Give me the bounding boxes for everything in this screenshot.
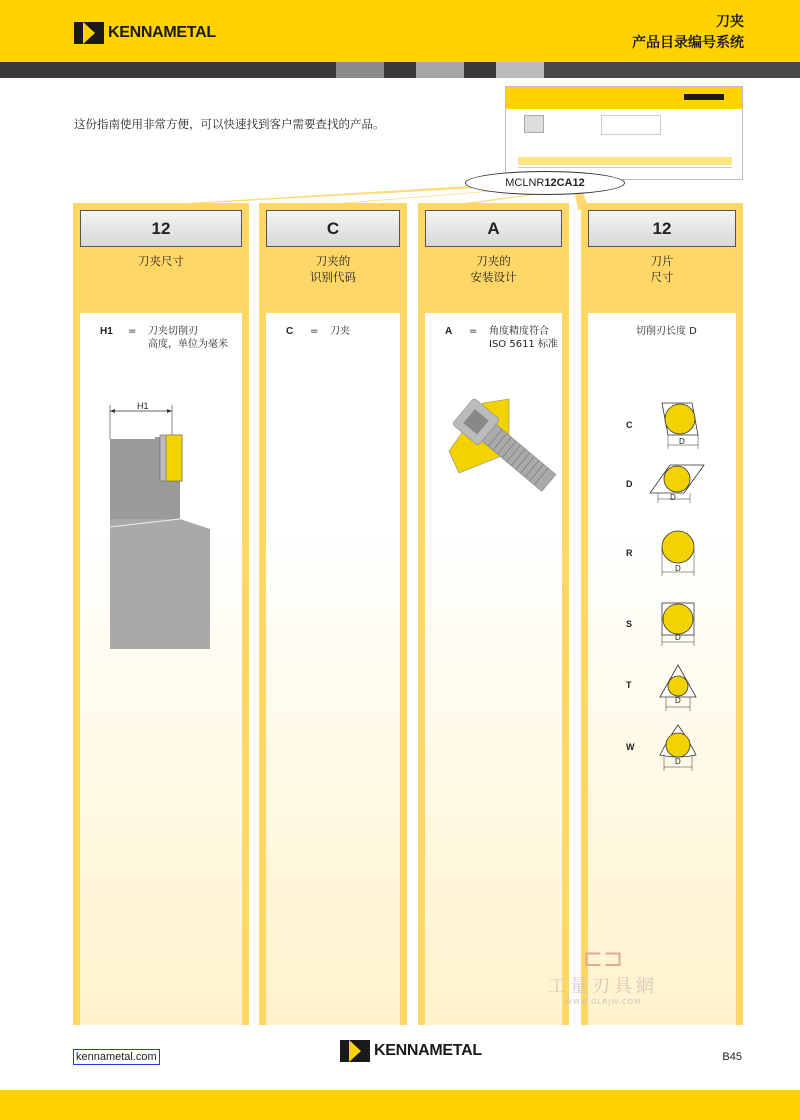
shape-letter-t: T [626,680,632,690]
column-code: 12 [588,210,736,247]
footer-brand-logo [340,1040,482,1062]
shape-d-dim: D [670,493,676,502]
page-title-line1: 刀夹 [716,14,744,30]
callout-prefix: MCLNR [505,177,545,189]
shape-d-rhombic-insert-icon [648,461,708,513]
brand-name: KENNAMETAL [108,24,216,41]
column-holder-style [259,203,407,1025]
column-holder-size [73,203,249,1025]
watermark [538,944,668,1006]
shape-s-square-insert-icon [658,600,702,652]
column-body: A = 角度精度符合 ISO 5611 标准 [425,313,562,1025]
definition: 切削刃长度 D [636,326,697,337]
intro-text: 这份指南使用非常方便，可以快速找到客户需要查找的产品。 [74,117,385,131]
kennametal-logo-icon [340,1040,370,1062]
watermark-url: WWW.GLRJW.COM [564,998,642,1006]
footer-brand-name: KENNAMETAL [374,1042,482,1059]
callout-bold: 12CA12 [544,177,585,189]
column-body: H1 = 刀夹切削刃 高度，单位为毫米 H1 [80,313,242,1025]
h1-dim-label: H1 [137,401,149,411]
column-body: C = 刀夹 [266,313,400,1025]
shape-letter-c: C [626,420,633,430]
callout-fan-lines [0,0,800,210]
watermark-text: 工量刃具網 [548,976,658,997]
shape-letter-s: S [626,619,633,629]
shape-w-trigon-insert-icon [658,723,702,775]
column-code: 12 [80,210,242,247]
shape-t-triangle-insert-icon [658,663,702,715]
shape-t-dim: D [675,696,681,705]
shape-letter-d: D [626,479,633,489]
page-title-line2: 产品目录编号系统 [632,35,744,51]
shape-r-dim: D [675,564,681,573]
column-subtitle: 刀夹的 识别代码 [310,254,356,284]
shape-s-dim: D [675,633,681,642]
column-body [588,313,736,1025]
example-code-callout [465,171,625,195]
shape-c-dim: D [679,437,685,446]
column-code: A [425,210,562,247]
shape-letter-r: R [626,548,633,558]
holder-height-diagram [100,399,220,649]
shape-w-dim: D [675,757,681,766]
clamp-screw-diagram [439,393,559,523]
column-subtitle: 刀夹尺寸 [138,254,184,268]
column-code: C [266,210,400,247]
column-insert-size [581,203,743,1025]
shape-letter-w: W [626,742,635,752]
column-mounting-design [418,203,569,1025]
bottom-banner [0,1090,800,1120]
website-link[interactable]: kennametal.com [73,1049,160,1065]
column-subtitle: 刀夹的 安装设计 [470,254,517,284]
page-number: B45 [722,1051,742,1063]
watermark-logo-icon: ⊏⊐ [582,944,624,972]
column-subtitle: 刀片 尺寸 [650,254,674,284]
